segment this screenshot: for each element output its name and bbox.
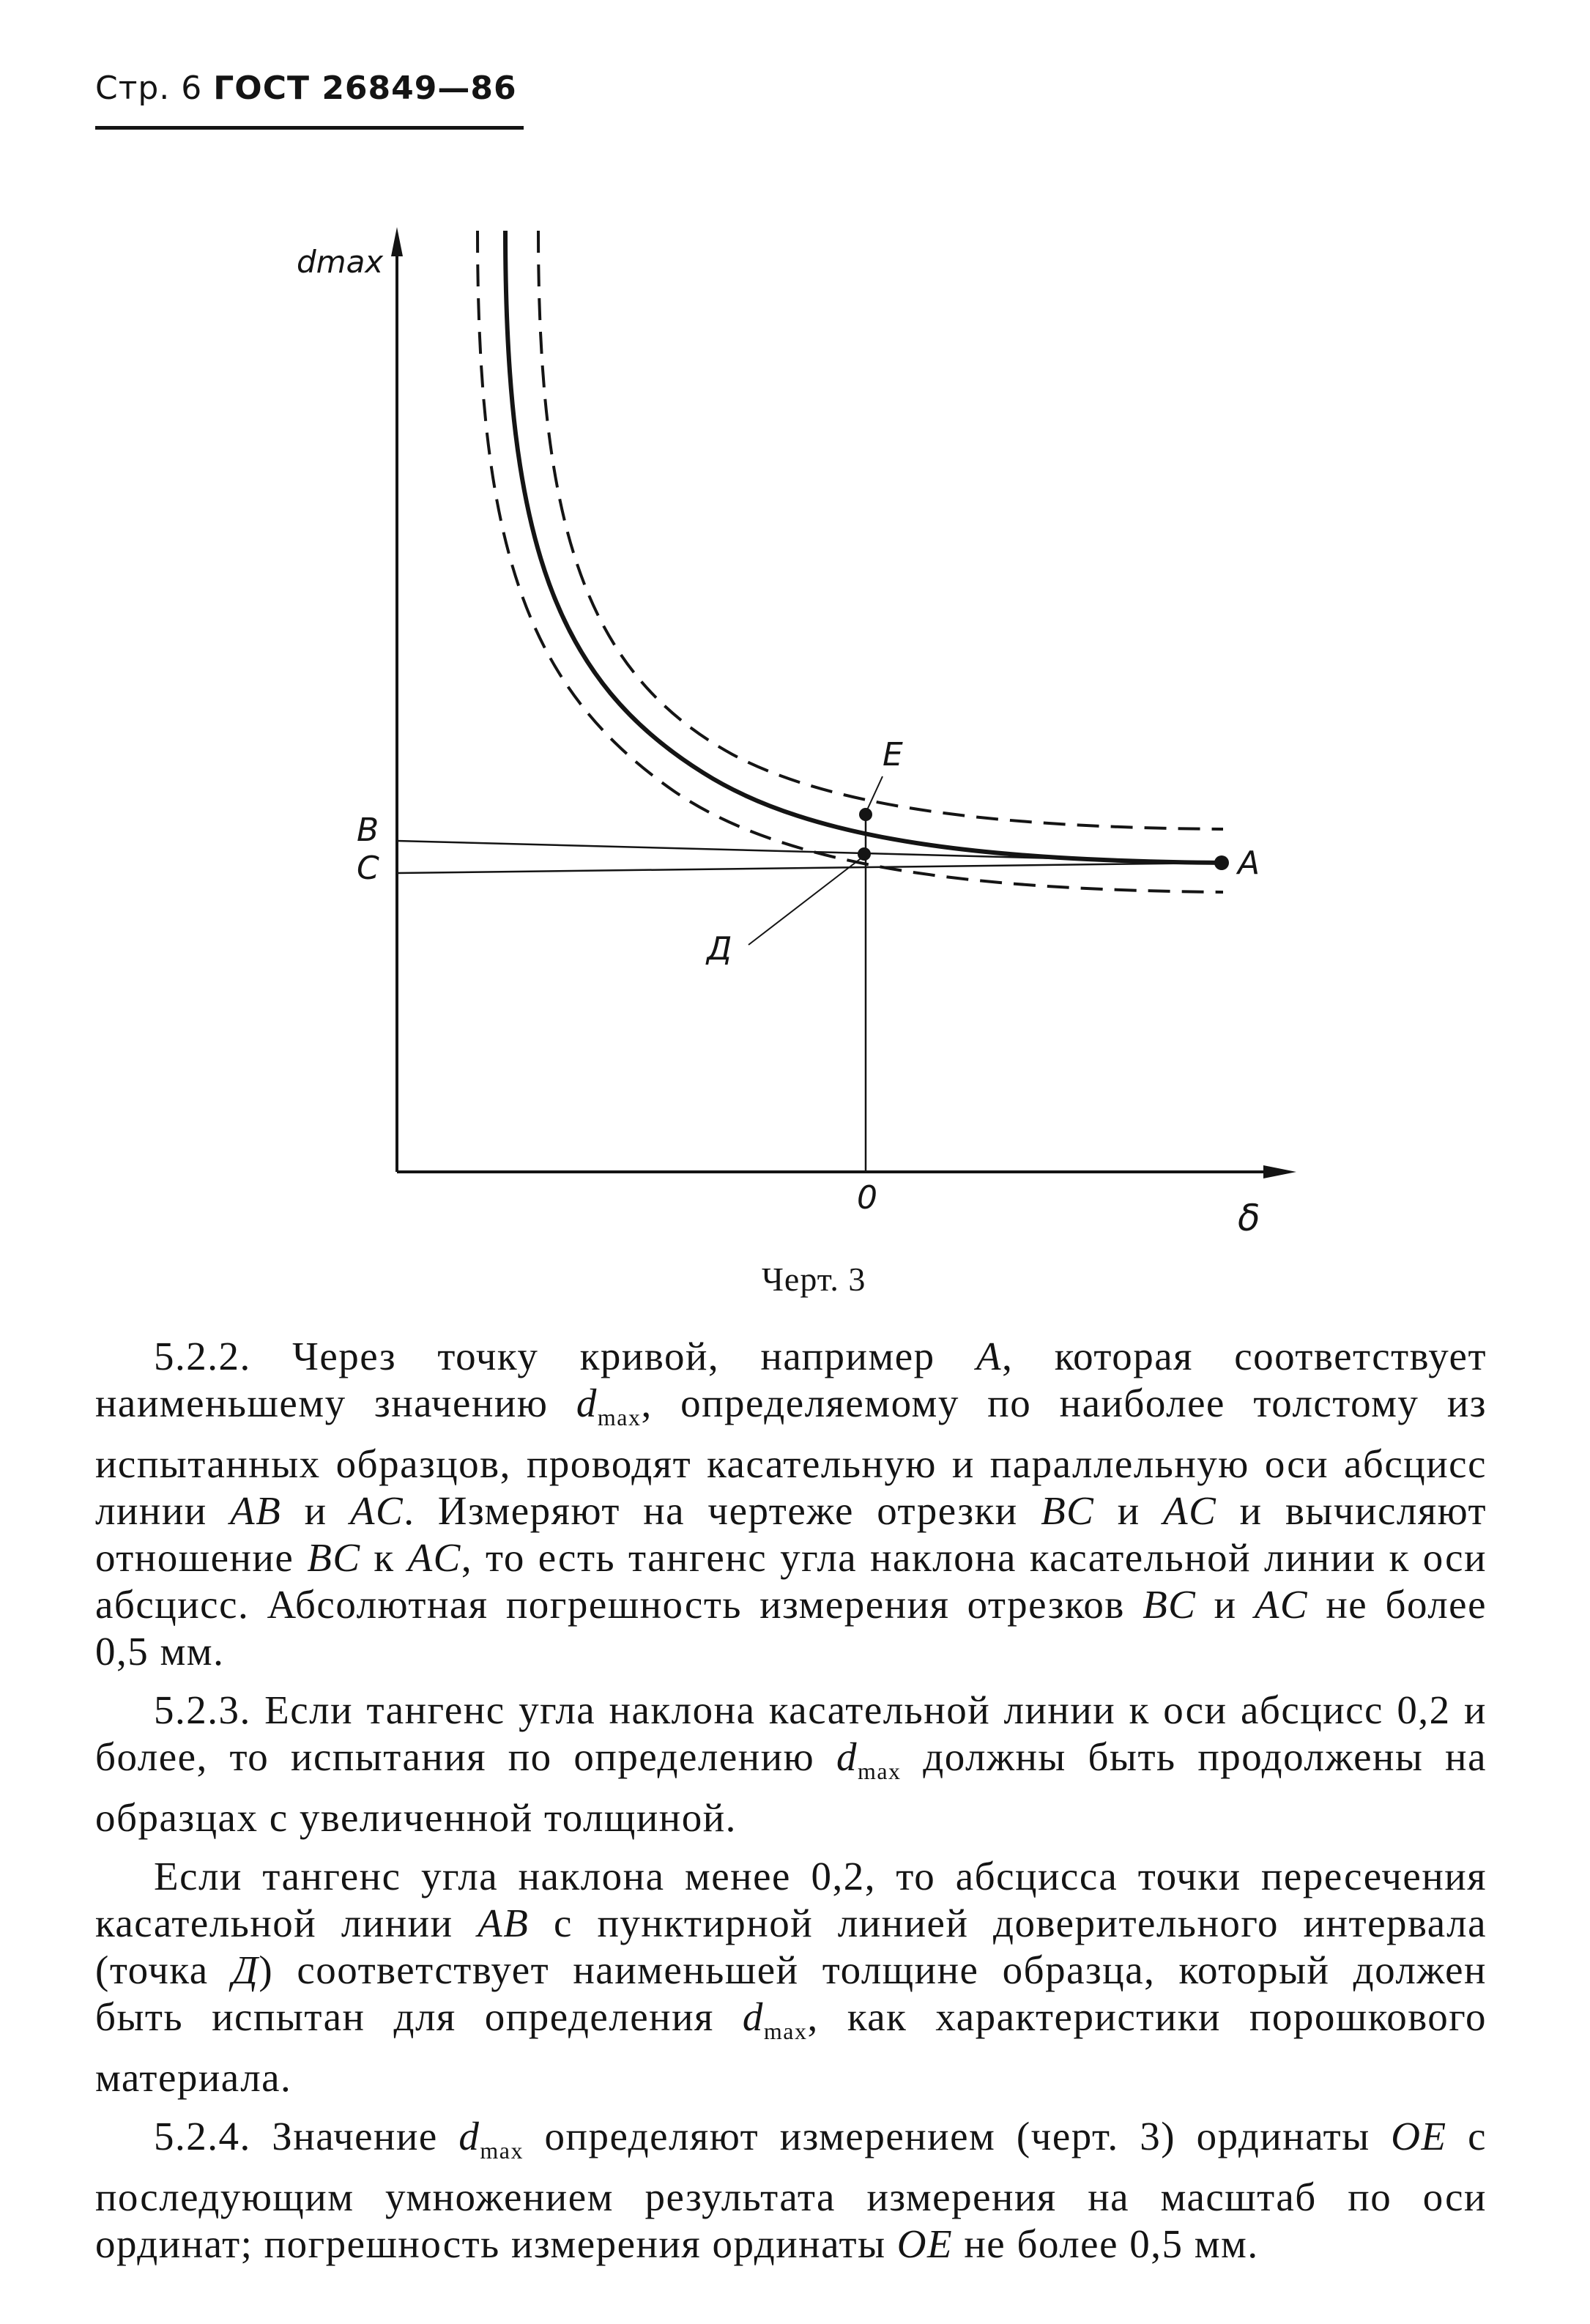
figure-caption: Черт. 3	[762, 1261, 866, 1298]
paragraph-5-2-3-cont: Если тангенс угла наклона менее 0,2, то абсцисса точки пересечения касательной линии AB с пунктирной линией доверительного интервала (точка Д) соответствует наименьшей толщине образца, который должен быть испытан для определения $d_{max}$, как характеристики порошкового материала.	[95, 1854, 1487, 2100]
label-A: A	[1238, 844, 1260, 882]
y-axis-label: dmax	[297, 244, 384, 280]
body-text	[95, 1333, 1487, 2279]
label-E: E	[883, 736, 903, 773]
point-A	[1214, 855, 1229, 870]
paragraph-5-2-3: 5.2.3. Если тангенс угла наклона касательной линии к оси абсцисс 0,2 и более, то испытания по определению $d_{max}$ должны быть продолжены на образцах с увеличенной толщиной.	[95, 1688, 1487, 1840]
leader-E	[866, 776, 883, 813]
x-axis-label: δ	[1238, 1197, 1260, 1239]
tangent-line-AB	[397, 841, 1223, 863]
x-axis-arrow	[1263, 1165, 1296, 1178]
standard-number: ГОСТ 26849—86	[213, 70, 517, 107]
label-origin: 0	[857, 1179, 877, 1217]
paragraph-5-2-4: 5.2.4. Значение $d_{max}$ определяют измерением (черт. 3) ординаты OE с последующим умножением результата измерения на масштаб по оси ординат; погрешность измерения ординаты OE не более 0,5 мм.	[95, 2114, 1487, 2266]
point-D	[858, 847, 871, 861]
label-C: C	[357, 850, 379, 887]
y-axis-arrow	[391, 227, 403, 256]
page-number: Стр. 6	[95, 70, 203, 107]
leader-D	[748, 857, 863, 945]
lower-confidence-curve	[478, 231, 1223, 892]
point-E	[859, 808, 872, 821]
label-D: Д	[707, 930, 732, 968]
main-curve	[505, 231, 1223, 863]
parallel-line-AC	[397, 863, 1223, 873]
paragraph-5-2-2: 5.2.2. Через точку кривой, например A, которая соответствует наименьшему значению $d_{max}$, определяемому по наиболее толстому из испытанных образцов, проводят касательную и параллельную оси абсцисс линии AB и AC. Измеряют на чертеже отрезки BC и AC и вычисляют отношение BC к AC, то есть тангенс угла наклона касательной линии к оси абсцисс. Абсолютная погрешность измерения отрезков BC и AC не более 0,5 мм.	[95, 1334, 1487, 1674]
label-B: B	[357, 812, 379, 849]
upper-confidence-curve	[538, 231, 1223, 829]
